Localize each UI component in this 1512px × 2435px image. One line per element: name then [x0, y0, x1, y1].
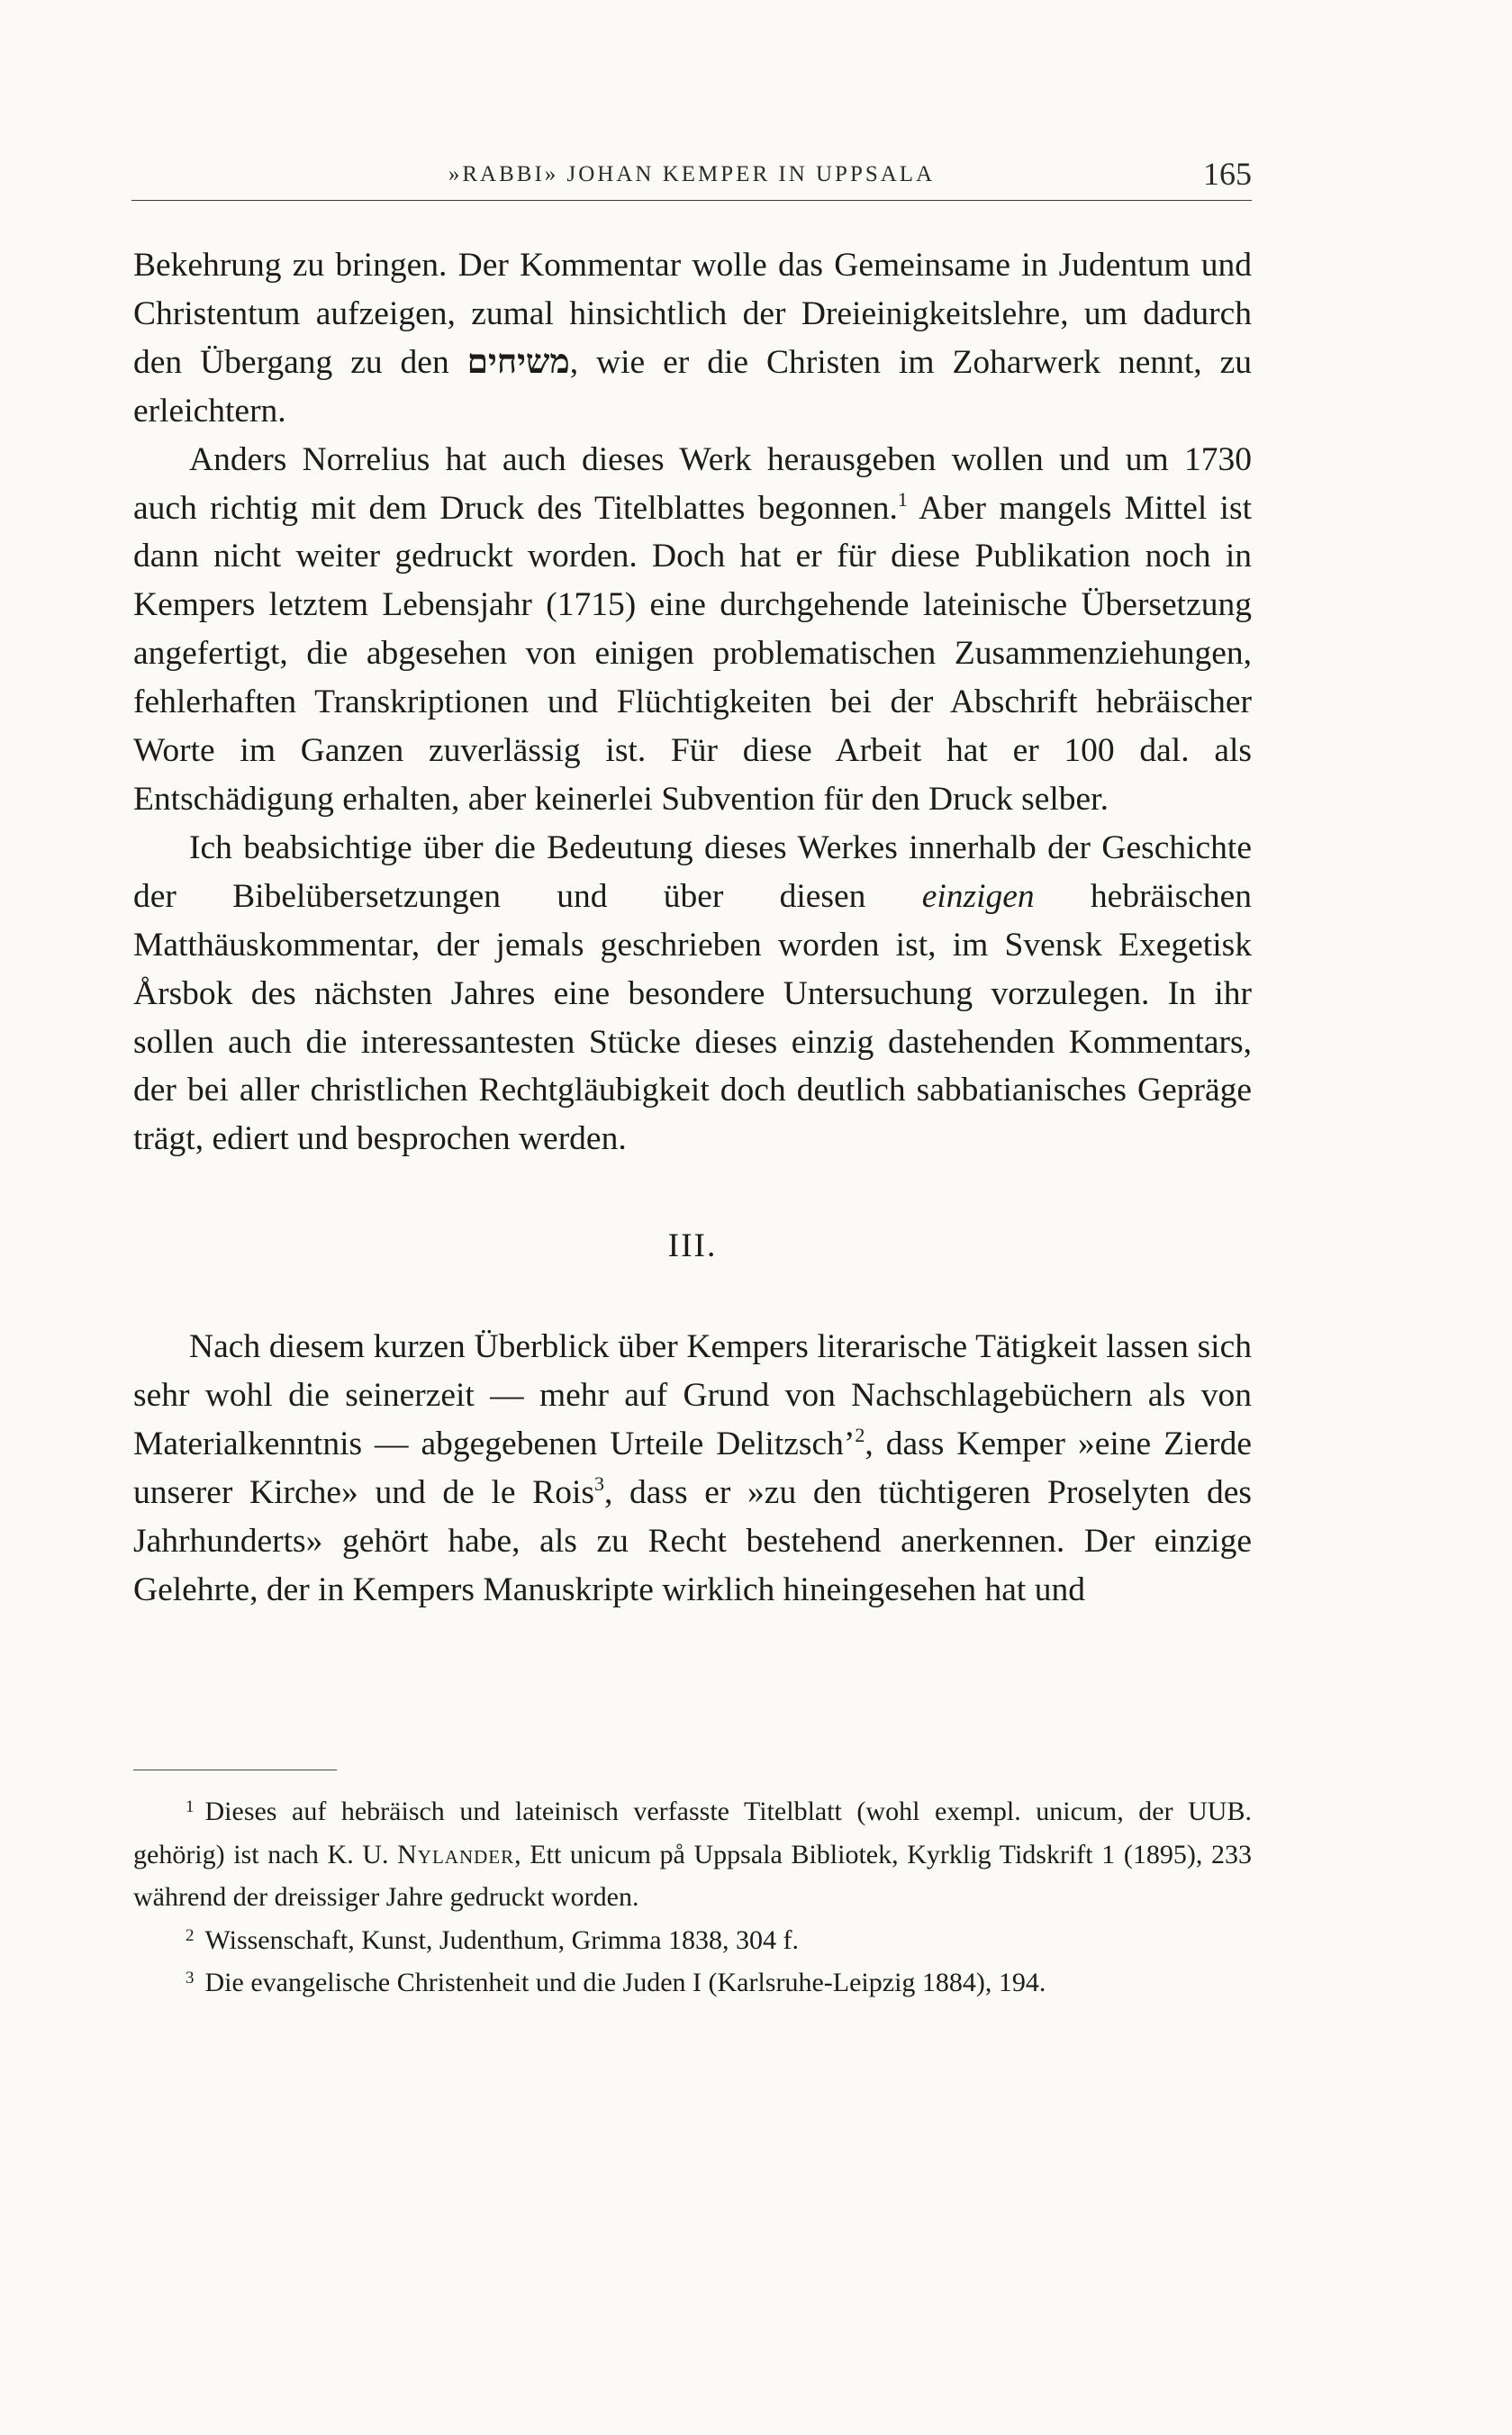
paragraph-3: [133, 824, 1252, 1163]
footnote-ref-2[interactable]: 2: [855, 1423, 865, 1446]
running-title: »RABBI» JOHAN KEMPER IN UPPSALA: [448, 162, 936, 186]
p3-text-b: hebräischen Matthäuskommentar, der jemals geschrieben worden ist, im Svensk Exegetisk Årsbok des nächsten Jahres eine besondere Untersuchung vorzulegen. In ihr sollen auch die interessantesten Stücke dieses einzig dastehenden Kommentars, der bei aller christlichen Rechtgläubigkeit doch deutlich sabbatianisches Gepräge trägt, ediert und besprochen werden.: [133, 877, 1253, 1158]
footnote-mark: 2: [186, 1925, 195, 1945]
footnote-text: Die evangelische Christenheit und die Juden I (Karlsruhe-Leipzig 1884), 194.: [204, 1968, 1046, 1997]
hebrew-word: משיחים: [466, 343, 570, 381]
page-number: 165: [1203, 156, 1252, 192]
section-heading: III.: [667, 1227, 718, 1265]
p3-text-a: Ich beabsichtige über die Bedeutung dieses Werkes innerhalb der Geschichte der Bibelübersetzungen und über diesen: [133, 828, 1252, 915]
p4-text-a: Nach diesem kurzen Überblick über Kempers literarische Tätigkeit lassen sich sehr wohl die seinerzeit — mehr auf Grund von Nachschlagebüchern als von Materialkenntnis — abgegebenen Urteile Delitzsch’: [133, 1328, 1252, 1462]
p4-text-b: , dass Kemper »eine Zierde unserer Kirche» und de le Rois: [133, 1425, 1252, 1511]
footnote-3: [133, 1961, 1252, 2005]
paragraph-2: [133, 436, 1252, 824]
paragraph-1: [133, 241, 1252, 436]
main-text: [133, 241, 1252, 1615]
footnote-ref-1[interactable]: 1: [897, 487, 908, 511]
p2-text: Anders Norrelius hat auch dieses Werk herausgeben wollen und um 1730 auch richtig mit dem Druck des Titelblattes begonnen.: [133, 440, 1252, 527]
p2-text-cont: Aber mangels Mittel ist dann nicht weiter gedruckt worden. Doch hat er für diese Publikation noch in Kempers letztem Lebensjahr (1715) eine durchgehende lateinische Übersetzung angefertigt, die abgesehen von einigen problematischen Zusammenziehungen, fehlerhaften Transkriptionen und Flüchtigkeiten bei der Abschrift hebräischer Worte im Ganzen zuverlässig ist. Für diese Arbeit hat er 100 dal. als Entschädigung erhalten, aber keinerlei Subvention für den Druck selber.: [133, 489, 1252, 818]
footnote-1: [133, 1790, 1252, 1919]
paragraph-4: [133, 1323, 1252, 1614]
footnote-2: [133, 1919, 1252, 1962]
footnote-mark: 1: [186, 1797, 195, 1816]
p3-italic: einzigen: [921, 877, 1035, 915]
footnote-mark: 3: [186, 1969, 195, 1987]
p1-text-end: , wie er die Christen im Zoharwerk nennt, zu erleichtern.: [133, 343, 1252, 430]
footnote-ref-3[interactable]: 3: [593, 1471, 604, 1495]
header-rule: [131, 200, 1252, 201]
running-header: [131, 151, 1252, 195]
footnote-text: , Ett unicum på Uppsala Bibliotek, Kyrklig Tidskrift 1 (1895), 233 während der dreissiger Jahre gedruckt worden.: [133, 1839, 1252, 1912]
footnotes: [133, 1790, 1252, 2005]
p4-text-c: , dass er »zu den tüchtigeren Proselyten des Jahrhunderts» gehört habe, als zu Recht bestehend anerkennen. Der einzige Gelehrte, der in Kempers Manuskripte wirklich hineingesehen hat und: [133, 1473, 1252, 1608]
footnote-text: Dieses auf hebräisch und lateinisch verfasste Titelblatt (wohl exempl. unicum, der UUB. gehörig) ist nach K. U.: [133, 1797, 1252, 1869]
footnote-text: Wissenschaft, Kunst, Judenthum, Grimma 1838, 304 f.: [204, 1924, 800, 1955]
author-name: Nylander: [397, 1839, 515, 1869]
p1-text-start: Bekehrung zu bringen. Der Kommentar wolle das Gemeinsame in Judentum und Christentum aufzeigen, zumal hinsichtlich der Dreieinigkeitslehre, um dadurch den Übergang zu den: [133, 247, 1252, 381]
